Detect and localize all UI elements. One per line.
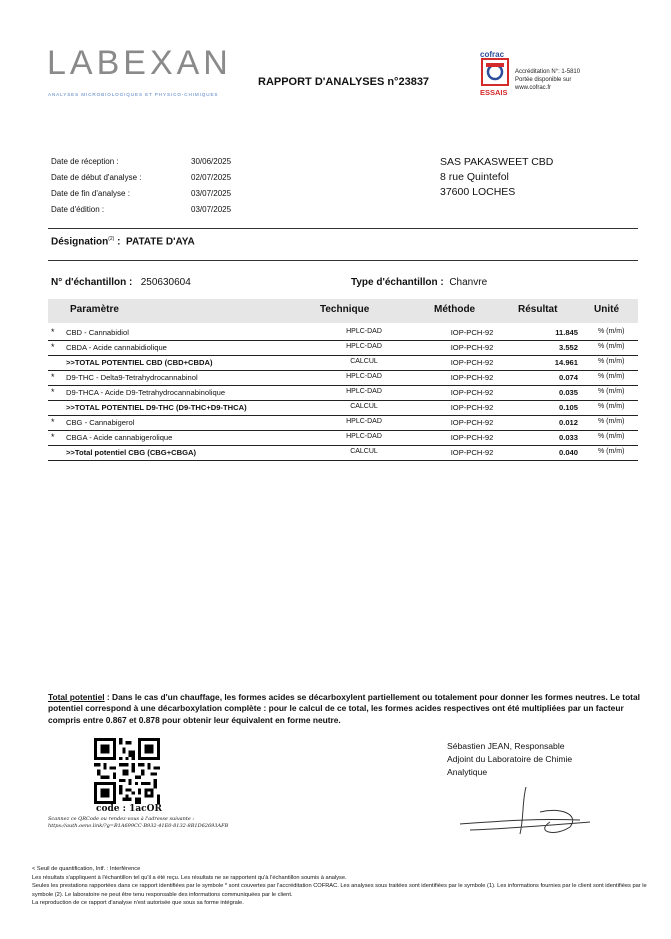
report-title: RAPPORT D'ANALYSES n°23837	[258, 76, 430, 88]
cofrac-bottom-text: ESSAIS	[480, 88, 508, 97]
row-parameter: >>Total potentiel CBG (CBG+CBGA)	[66, 448, 197, 457]
table-row	[48, 430, 638, 446]
accreditation-line: Portée disponible sur	[515, 77, 572, 83]
row-method: IOP-PCH-92	[450, 358, 494, 367]
signer-block	[447, 740, 572, 779]
logo-subtitle: ANALYSES MICROBIOLOGIQUES ET PHYSICO-CHIMIQUES	[48, 92, 219, 97]
row-result: 0.105	[558, 403, 578, 412]
designation-sup: (2)	[108, 236, 115, 242]
table-row-total	[48, 355, 638, 371]
header-unite: Unité	[594, 304, 619, 315]
row-unit: % (m/m)	[598, 358, 625, 365]
accreditation-line: Accréditation N°: 1-5810	[515, 69, 581, 75]
accreditation-star: *	[51, 417, 55, 427]
client-street: 8 rue Quintefol	[440, 171, 509, 183]
row-unit: % (m/m)	[598, 418, 625, 425]
row-unit: % (m/m)	[598, 328, 625, 335]
row-unit: % (m/m)	[598, 403, 625, 410]
row-method: IOP-PCH-92	[450, 388, 494, 397]
designation-label: Désignation	[51, 236, 109, 248]
accreditation-info	[515, 68, 580, 92]
row-result: 14.961	[554, 358, 578, 367]
header-methode: Méthode	[434, 304, 476, 315]
row-method: IOP-PCH-92	[450, 418, 494, 427]
row-unit: % (m/m)	[598, 433, 625, 440]
qr-scan-url[interactable]: https://auth.oeno.link/?g=B1A699CC-B932-41E0-8132-8B1D62693AFB	[48, 823, 229, 829]
sample-type-value: Chanvre	[449, 277, 488, 288]
row-result: 0.035	[558, 388, 578, 397]
date-label: Date d'édition :	[51, 205, 105, 214]
date-value: 03/07/2025	[191, 189, 232, 198]
row-unit: % (m/m)	[598, 373, 625, 380]
signer-line: Adjoint du Laboratoire de Chimie	[447, 754, 573, 764]
cofrac-top-text: cofrac	[480, 50, 505, 59]
row-technique: HPLC-DAD	[346, 418, 382, 425]
row-technique: CALCUL	[350, 358, 378, 365]
header-technique: Technique	[320, 304, 370, 315]
row-result: 11.845	[555, 328, 578, 337]
sample-type-label: Type d'échantillon :	[351, 277, 444, 288]
row-parameter: CBDA - Acide cannabidiolique	[66, 343, 167, 352]
row-technique: HPLC-DAD	[346, 343, 382, 350]
row-technique: HPLC-DAD	[346, 388, 382, 395]
row-result: 3.552	[558, 343, 578, 352]
row-parameter: >>TOTAL POTENTIEL D9-THC (D9-THC+D9-THCA)	[66, 403, 247, 412]
qr-code[interactable]	[94, 738, 160, 804]
accreditation-star: *	[51, 432, 55, 442]
table-header	[48, 299, 638, 323]
sample-number-value: 250630604	[140, 277, 191, 288]
qr-scan-line: Scannez ce QRCode ou rendez-vous à l'adresse suivante :	[48, 816, 195, 822]
table-row	[48, 385, 638, 401]
signer-line: Sébastien JEAN, Responsable	[447, 741, 565, 751]
sample-number-label: N° d'échantillon :	[51, 277, 133, 288]
qr-scan-instructions	[48, 816, 228, 830]
note-term: Total potentiel	[48, 692, 105, 702]
date-label: Date de réception :	[51, 157, 119, 166]
footer-notes	[32, 865, 668, 908]
row-parameter: D9-THCA - Acide D9-Tetrahydrocannabinolique	[66, 388, 226, 397]
footer-line: Les résultats s'appliquent à l'échantillon tel qu'il a été reçu. Les résultats ne se rapportent qu'à l'échantillon soumis à analyse.	[32, 874, 347, 881]
table-row	[48, 415, 638, 431]
table-row-total	[48, 400, 638, 416]
table-row-total	[48, 445, 638, 461]
row-technique: HPLC-DAD	[346, 373, 382, 380]
row-parameter: CBGA - Acide cannabigerolique	[66, 433, 173, 442]
date-value: 02/07/2025	[191, 173, 232, 182]
signer-line: Analytique	[447, 767, 488, 777]
table-row	[48, 370, 638, 386]
footer-line: Seules les prestations rapportées dans ce rapport identifiées par le symbole * sont couvertes par l'accréditation COFRAC. Les analyses sous traitées sont identifiées par le symbole (1). Les informations fournies par le client sont identifiées par le symbole (2). Le laboratoire ne peut être tenu responsable des informations communiquées par le client.	[32, 883, 647, 898]
row-technique: CALCUL	[350, 448, 378, 455]
cofrac-logo	[478, 48, 512, 98]
footer-line: < Seuil de quantification, Intf. : Interférence	[32, 866, 141, 872]
footer-line: La reproduction de ce rapport d'analyse n'est autorisée que sous sa forme intégrale.	[32, 900, 244, 906]
note-text: : Dans le cas d'un chauffage, les formes acides se décarboxylent partiellement ou totalement pour donner les formes neutres. Le total potentiel correspond à une décarboxylation complète : pour le calcul de ce total, les formes acides respectives ont été multipliées par un facteur compris entre 0.867 et 0.878 pour obtenir leur équivalent en forme neutre.	[48, 692, 640, 725]
designation: Désignation$^{(2)}$ : PATATE D'AYA	[51, 236, 195, 248]
row-technique: HPLC-DAD	[346, 433, 382, 440]
client-address	[440, 155, 553, 200]
qr-code-label: code : 1acOR	[96, 804, 162, 814]
row-technique: CALCUL	[350, 403, 378, 410]
row-parameter: >>TOTAL POTENTIEL CBD (CBD+CBDA)	[66, 358, 213, 367]
row-parameter: D9-THC - Delta9-Tetrahydrocannabinol	[66, 373, 198, 382]
divider	[48, 228, 638, 229]
table-row	[48, 340, 638, 356]
row-method: IOP-PCH-92	[450, 448, 494, 457]
row-result: 0.074	[558, 373, 578, 382]
designation-value: PATATE D'AYA	[126, 236, 195, 248]
row-result: 0.040	[558, 448, 578, 457]
table-row	[48, 325, 638, 341]
row-unit: % (m/m)	[598, 448, 625, 455]
sample-number	[51, 277, 191, 288]
accreditation-star: *	[51, 372, 55, 382]
row-unit: % (m/m)	[598, 343, 625, 350]
accreditation-line: www.cofrac.fr	[515, 85, 552, 91]
labexan-logo: LABEXAN	[47, 44, 232, 82]
client-name: SAS PAKASWEET CBD	[440, 156, 554, 168]
row-parameter: CBG - Cannabigerol	[66, 418, 135, 427]
client-city: 37600 LOCHES	[440, 186, 516, 198]
row-parameter: CBD - Cannabidiol	[66, 328, 129, 337]
total-potential-note	[48, 692, 644, 726]
date-label: Date de fin d'analyse :	[51, 189, 130, 198]
handwritten-signature	[450, 782, 600, 842]
header-parametre: Paramètre	[70, 304, 119, 315]
row-method: IOP-PCH-92	[450, 328, 494, 337]
sample-type	[351, 277, 487, 288]
date-value: 03/07/2025	[191, 205, 232, 214]
accreditation-star: *	[51, 387, 55, 397]
row-method: IOP-PCH-92	[450, 433, 494, 442]
row-method: IOP-PCH-92	[450, 343, 494, 352]
row-method: IOP-PCH-92	[450, 403, 494, 412]
row-method: IOP-PCH-92	[450, 373, 494, 382]
row-technique: HPLC-DAD	[346, 328, 382, 335]
row-result: 0.012	[558, 418, 578, 427]
accreditation-star: *	[51, 327, 55, 337]
date-value: 30/06/2025	[191, 157, 232, 166]
row-result: 0.033	[558, 433, 578, 442]
divider	[48, 260, 638, 261]
accreditation-star: *	[51, 342, 55, 352]
header-resultat: Résultat	[518, 304, 558, 315]
date-label: Date de début d'analyse :	[51, 173, 142, 182]
row-unit: % (m/m)	[598, 388, 625, 395]
